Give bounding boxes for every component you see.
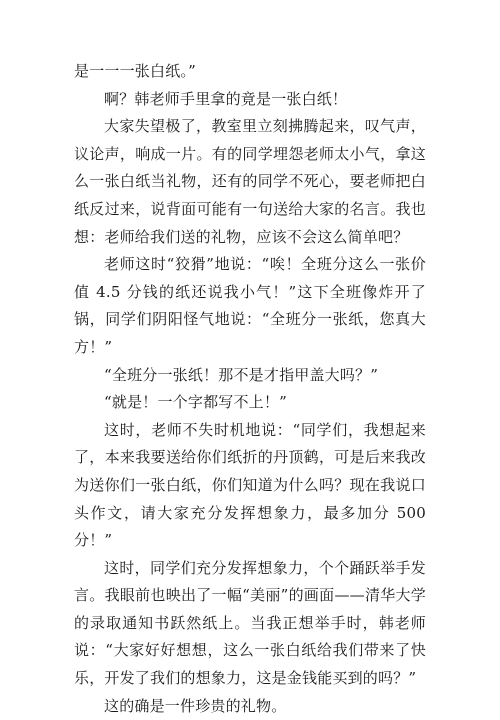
paragraph: 这的确是一件珍贵的礼物。 [104, 696, 287, 715]
paragraph: “就是！一个字都写不上！” [104, 393, 287, 412]
paragraph: 这时，同学们充分发挥想象力，个个踊跃举手发言。我眼前也映出了一幅“美丽”的画面——清华大学的录取通知书跃然纸上。当我正想举手时，韩老师说：“大家好好想想，这么一张白纸给我们带来了快乐，开发了我们的想象力，这是金钱能买到的吗？” [74, 558, 426, 688]
paragraph: 大家失望极了，教室里立刻拂腾起来，叹气声，议论声，响成一片。有的同学埋怨老师太小气，拿这么一张白纸当礼物，还有的同学不死心，要老师把白纸反过来，说背面可能有一句送给大家的名言。我也想：老师给我们送的礼物，应该不会这么简单吧？ [74, 117, 426, 246]
document-body [74, 58, 426, 720]
paragraph: “全班分一张纸！那不是才指甲盖大吗？” [104, 365, 379, 384]
paragraph: 是一一一张白纸。” [74, 62, 196, 80]
paragraph: 这时，老师不失时机地说：“同学们，我想起来了，本来我要送给你们纸折的丹顶鹤，可是后来我改为送你们一张白纸，你们知道为什么吗？现在我说口头作文，请大家充分发挥想象力，最多加分 500 分！” [74, 420, 426, 550]
paragraph: 老师这时“狡猾”地说：“唉！全班分这么一张价值 4.5 分钱的纸还说我小气！”这下全班像炸开了锅，同学们阴阳怪气地说：“全班分一张纸，您真大方！” [74, 255, 426, 356]
paragraph: 啊？韩老师手里拿的竟是一张白纸！ [104, 89, 348, 108]
